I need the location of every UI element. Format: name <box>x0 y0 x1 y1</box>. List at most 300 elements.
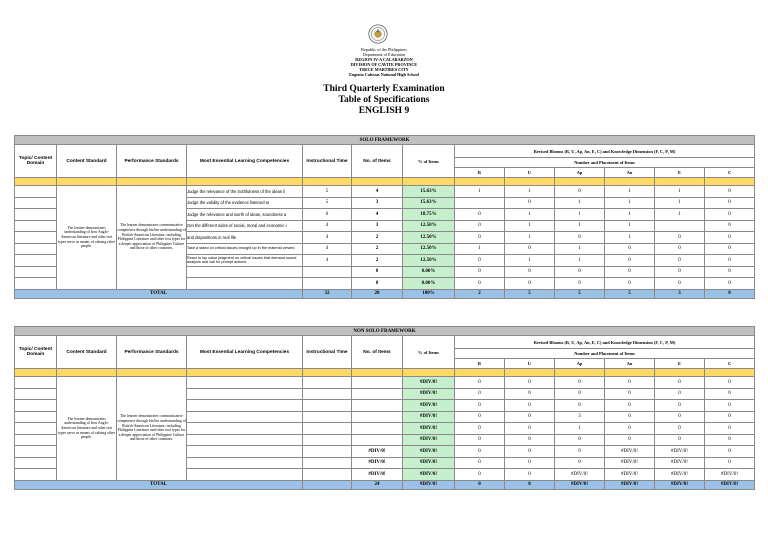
percent-items-cell: #DIV/0! <box>403 411 455 423</box>
placement-cell: 1 <box>655 197 705 209</box>
placement-cell: 0 <box>455 423 505 435</box>
total-percent: 100% <box>403 289 455 298</box>
instructional-time-cell <box>303 278 352 290</box>
no-of-items-cell: 3 <box>352 197 403 209</box>
total-placement-cell: 2 <box>455 289 505 298</box>
instructional-time-cell: 5 <box>303 186 352 198</box>
no-of-items-cell: 4 <box>352 186 403 198</box>
instructional-time-cell <box>303 457 352 469</box>
topic-cell <box>15 411 57 423</box>
spacer-cell <box>117 178 187 186</box>
placement-cell: 0 <box>505 446 555 458</box>
placement-cell: 0 <box>555 377 605 389</box>
melc-cell <box>187 266 303 278</box>
percent-items-cell: 18.75% <box>403 209 455 221</box>
spacer-cell <box>455 178 505 186</box>
spacer-cell <box>57 178 117 186</box>
placement-cell: 0 <box>505 400 555 412</box>
total-row <box>15 289 755 298</box>
melc-cell <box>187 446 303 458</box>
total-label: TOTAL <box>15 480 303 489</box>
performance-standard-header: Performance Standards <box>117 336 187 369</box>
performance-standard-header: Performance Standards <box>117 145 187 178</box>
spacer-cell <box>505 178 555 186</box>
placement-cell: 0 <box>455 278 505 290</box>
placement-cell: 1 <box>505 209 555 221</box>
placement-cell: 0 <box>705 220 755 232</box>
framework-title-row <box>15 327 755 336</box>
placement-cell: 0 <box>505 434 555 446</box>
spacer-cell <box>187 369 303 377</box>
no-of-items-cell <box>352 411 403 423</box>
spacer-cell <box>605 178 655 186</box>
topic-cell <box>15 446 57 458</box>
placement-cell: 0 <box>605 266 655 278</box>
melc-cell: Judge the relevance of the truthfulness of the ideas li <box>187 186 303 198</box>
placement-cell: 0 <box>455 220 505 232</box>
topic-cell <box>15 186 57 198</box>
spacer-cell <box>655 178 705 186</box>
placement-cell: #DIV/0! <box>655 446 705 458</box>
placement-cell: #DIV/0! <box>705 469 755 481</box>
total-placement-cell: #DIV/0! <box>605 480 655 489</box>
total-placement-cell: 0 <box>705 289 755 298</box>
placement-cell: 1 <box>555 209 605 221</box>
level-header-5: C <box>705 359 755 369</box>
spacer-row <box>15 369 755 377</box>
percent-items-header: % of Items <box>403 336 455 369</box>
no-of-items-cell: #DIV/0! <box>352 446 403 458</box>
spacer-cell <box>117 369 187 377</box>
melc-cell <box>187 434 303 446</box>
melc-cell <box>187 400 303 412</box>
total-row <box>15 480 755 489</box>
content-standard-text: The learner demonstrates understanding of how Anglo-American literature and other text types serve as means of valuing other people. <box>57 186 117 290</box>
topic-cell <box>15 243 57 255</box>
percent-items-cell: #DIV/0! <box>403 469 455 481</box>
no-of-items-cell: 4 <box>352 209 403 221</box>
table-row <box>15 186 755 198</box>
placement-cell: 0 <box>655 278 705 290</box>
melc-cell <box>187 278 303 290</box>
instructional-time-cell <box>303 446 352 458</box>
percent-items-cell: #DIV/0! <box>403 377 455 389</box>
header-line: TRECE MARTIRES CITY <box>359 67 409 73</box>
melc-cell: and dispositions in real life <box>187 232 303 244</box>
percent-items-cell: 0.00% <box>403 278 455 290</box>
placement-cell: 1 <box>555 423 605 435</box>
placement-cell: 1 <box>605 197 655 209</box>
placement-cell: 0 <box>705 209 755 221</box>
placement-cell: #DIV/0! <box>655 469 705 481</box>
placement-cell: 0 <box>505 197 555 209</box>
total-placement-cell: #DIV/0! <box>555 480 605 489</box>
total-placement-cell: 3 <box>655 289 705 298</box>
spacer-cell <box>605 369 655 377</box>
instructional-time-cell <box>303 400 352 412</box>
total-items: 24 <box>352 480 403 489</box>
instructional-time-cell: 4 <box>303 255 352 267</box>
spacer-cell <box>403 178 455 186</box>
placement-cell: 0 <box>455 400 505 412</box>
header-line: Department of Education <box>362 52 406 58</box>
placement-cell: 0 <box>505 266 555 278</box>
placement-cell: 0 <box>605 278 655 290</box>
instructional-time-cell <box>303 469 352 481</box>
placement-cell: 0 <box>555 278 605 290</box>
spacer-cell <box>352 178 403 186</box>
melc-header: Most Essential Learning Competencies <box>187 336 303 369</box>
total-percent: #DIV/0! <box>403 480 455 489</box>
percent-items-cell: 15.63% <box>403 197 455 209</box>
total-items: 20 <box>352 289 403 298</box>
column-header-row <box>15 145 755 158</box>
placement-cell: 0 <box>705 446 755 458</box>
no-of-items-cell: 3 <box>352 220 403 232</box>
placement-cell: 0 <box>655 266 705 278</box>
placement-cell: 0 <box>505 423 555 435</box>
placement-cell: 0 <box>655 388 705 400</box>
topic-cell <box>15 266 57 278</box>
placement-cell: 1 <box>605 186 655 198</box>
percent-items-cell: #DIV/0! <box>403 446 455 458</box>
placement-cell: 0 <box>455 469 505 481</box>
spacer-cell <box>455 369 505 377</box>
total-placement-cell: 5 <box>555 289 605 298</box>
placement-cell: 0 <box>555 186 605 198</box>
placement-cell: 1 <box>505 232 555 244</box>
instructional-time-cell: 5 <box>303 197 352 209</box>
placement-cell: 1 <box>655 186 705 198</box>
topic-header: Topic/ Content Domain <box>15 336 57 369</box>
no-of-items-cell <box>352 434 403 446</box>
topic-cell <box>15 400 57 412</box>
spacer-cell <box>15 369 57 377</box>
total-placement-cell: 5 <box>505 289 555 298</box>
placement-cell: 1 <box>505 220 555 232</box>
exam-title: Third Quarterly Examination <box>323 84 445 94</box>
placement-cell: 0 <box>655 232 705 244</box>
placement-cell: 1 <box>555 255 605 267</box>
placement-cell: 0 <box>605 411 655 423</box>
percent-items-cell: 0.00% <box>403 266 455 278</box>
level-header-0: R <box>455 359 505 369</box>
total-label: TOTAL <box>15 289 303 298</box>
no-of-items-cell: 2 <box>352 243 403 255</box>
melc-cell: Judge the validity of the evidence listened to <box>187 197 303 209</box>
performance-standard-text: The learner demonstrates communicative competence through his/her understanding of British-American Literature, including Philippine Literature and other text types for a deeper appreciation of Philippine Culture and those of other countries. <box>117 186 187 290</box>
placement-cell <box>655 220 705 232</box>
topic-header: Topic/ Content Domain <box>15 145 57 178</box>
placement-cell: 1 <box>555 197 605 209</box>
placement-cell: 0 <box>455 411 505 423</box>
spacer-cell <box>655 369 705 377</box>
level-header-5: C <box>705 168 755 178</box>
placement-cell: 0 <box>455 388 505 400</box>
placement-cell: 0 <box>505 411 555 423</box>
placement-cell: 0 <box>705 388 755 400</box>
framework-title: NON SOLO FRAMEWORK <box>15 327 755 336</box>
placement-cell: 0 <box>705 423 755 435</box>
placement-cell: 0 <box>705 411 755 423</box>
level-header-3: An <box>605 359 655 369</box>
placement-cell: 0 <box>655 434 705 446</box>
melc-cell: Take a stand on critical issues brought up in the material viewed <box>187 243 303 255</box>
placement-cell: 0 <box>605 243 655 255</box>
melc-cell: React to lay value judgment on critical issues that demand sound analysis and call for prompt actions <box>187 255 303 267</box>
spacer-cell <box>303 178 352 186</box>
table-row <box>15 377 755 389</box>
performance-standard-text: The learner demonstrates communicative competence through his/her understanding of British-American Literature, including Philippine Literature and other text types for a deeper appreciation of Philippine Culture and those of other countries. <box>117 377 187 481</box>
spacer-cell <box>555 178 605 186</box>
content-standard-header: Content Standard <box>57 145 117 178</box>
topic-cell <box>15 377 57 389</box>
placement-cell: 0 <box>455 266 505 278</box>
document-titles <box>0 84 768 117</box>
melc-cell <box>187 457 303 469</box>
topic-cell <box>15 457 57 469</box>
placement-cell: #DIV/0! <box>605 446 655 458</box>
instructional-time-cell: 6 <box>303 209 352 221</box>
placement-cell: 0 <box>555 446 605 458</box>
spacer-cell <box>57 369 117 377</box>
header-line: Eugenio Cabezas National High School <box>349 72 419 78</box>
level-header-1: U <box>505 168 555 178</box>
melc-cell <box>187 423 303 435</box>
topic-cell <box>15 423 57 435</box>
placement-cell: 0 <box>555 388 605 400</box>
topic-cell <box>15 469 57 481</box>
percent-items-cell: 15.63% <box>403 186 455 198</box>
placement-cell: 1 <box>655 209 705 221</box>
placement-cell: 0 <box>655 411 705 423</box>
placement-cell: 0 <box>605 423 655 435</box>
total-placement-cell: 0 <box>455 480 505 489</box>
instructional-time-cell <box>303 388 352 400</box>
total-placement-cell: #DIV/0! <box>705 480 755 489</box>
percent-items-cell: #DIV/0! <box>403 434 455 446</box>
placement-cell: 1 <box>455 186 505 198</box>
spacer-cell <box>705 178 755 186</box>
topic-cell <box>15 232 57 244</box>
placement-cell: 0 <box>705 400 755 412</box>
level-header-4: E <box>655 359 705 369</box>
instructional-time-cell: 4 <box>303 220 352 232</box>
no-of-items-header: No. of Items <box>352 145 403 178</box>
placement-cell: 0 <box>455 255 505 267</box>
placement-cell: 0 <box>505 243 555 255</box>
placement-cell: 0 <box>705 197 755 209</box>
header-line: REGION IV-A CALABARZON <box>355 57 413 63</box>
instructional-time-cell <box>303 434 352 446</box>
topic-cell <box>15 278 57 290</box>
no-of-items-cell: 2 <box>352 232 403 244</box>
placement-header: Number and Placement of Items <box>455 158 755 168</box>
spacer-cell <box>505 369 555 377</box>
placement-cell: 0 <box>505 388 555 400</box>
no-of-items-cell: #DIV/0! <box>352 469 403 481</box>
instructional-time-cell <box>303 266 352 278</box>
placement-header: Number and Placement of Items <box>455 349 755 359</box>
level-header-1: U <box>505 359 555 369</box>
placement-cell: 0 <box>455 446 505 458</box>
no-of-items-cell <box>352 423 403 435</box>
placement-cell: 0 <box>555 400 605 412</box>
placement-cell: 0 <box>605 434 655 446</box>
spacer-cell <box>555 369 605 377</box>
header-line: Republic of the Philippines <box>361 47 407 52</box>
placement-cell: 0 <box>655 377 705 389</box>
placement-cell: 0 <box>705 457 755 469</box>
placement-cell <box>455 197 505 209</box>
placement-cell: 0 <box>655 255 705 267</box>
percent-items-cell: 12.50% <box>403 243 455 255</box>
total-time <box>303 480 352 489</box>
nonsolo-framework-table <box>14 326 755 490</box>
percent-items-cell: 12.50% <box>403 255 455 267</box>
topic-cell <box>15 388 57 400</box>
level-header-0: R <box>455 168 505 178</box>
framework-title-row <box>15 136 755 145</box>
instructional-time-cell: 4 <box>303 243 352 255</box>
tos-title: Table of Specifications <box>338 95 430 105</box>
topic-cell <box>15 434 57 446</box>
subject-title: ENGLISH 9 <box>358 106 410 116</box>
framework-title: SOLO FRAMEWORK <box>15 136 755 145</box>
level-header-3: An <box>605 168 655 178</box>
placement-cell: 0 <box>605 400 655 412</box>
placement-cell: 3 <box>555 411 605 423</box>
instructional-time-header: Instructional Time <box>303 145 352 178</box>
melc-cell: Get the different sides of social, moral and economic i <box>187 220 303 232</box>
school-address-block <box>0 47 768 78</box>
instructional-time-cell <box>303 411 352 423</box>
spacer-cell <box>705 369 755 377</box>
placement-cell: 0 <box>455 457 505 469</box>
placement-cell: 1 <box>505 255 555 267</box>
placement-cell: #DIV/0! <box>555 469 605 481</box>
placement-cell: 1 <box>605 209 655 221</box>
placement-cell: 0 <box>655 400 705 412</box>
placement-cell: 1 <box>555 220 605 232</box>
melc-cell <box>187 411 303 423</box>
level-header-2: Ap <box>555 359 605 369</box>
placement-cell: 0 <box>555 434 605 446</box>
deped-seal-icon <box>368 24 388 44</box>
no-of-items-cell: 0 <box>352 266 403 278</box>
placement-cell: 0 <box>455 232 505 244</box>
placement-cell: 0 <box>505 457 555 469</box>
percent-items-header: % of Items <box>403 145 455 178</box>
placement-cell: 0 <box>705 377 755 389</box>
placement-cell: 1 <box>455 243 505 255</box>
placement-cell: 0 <box>505 469 555 481</box>
placement-cell: 0 <box>455 377 505 389</box>
placement-cell: 0 <box>705 266 755 278</box>
placement-cell: #DIV/0! <box>605 457 655 469</box>
percent-items-cell: #DIV/0! <box>403 388 455 400</box>
placement-cell: 0 <box>655 243 705 255</box>
total-placement-cell: 0 <box>505 480 555 489</box>
placement-cell: 0 <box>705 255 755 267</box>
level-header-2: Ap <box>555 168 605 178</box>
placement-cell: 0 <box>605 255 655 267</box>
placement-cell: 1 <box>605 220 655 232</box>
placement-cell: 0 <box>505 278 555 290</box>
instructional-time-cell: 4 <box>303 232 352 244</box>
instructional-time-cell <box>303 423 352 435</box>
placement-cell: 1 <box>605 232 655 244</box>
no-of-items-cell <box>352 400 403 412</box>
spacer-cell <box>352 369 403 377</box>
placement-cell: 0 <box>455 434 505 446</box>
percent-items-cell: #DIV/0! <box>403 400 455 412</box>
placement-cell: 0 <box>655 423 705 435</box>
instructional-time-header: Instructional Time <box>303 336 352 369</box>
spacer-cell <box>15 178 57 186</box>
spacer-cell <box>187 178 303 186</box>
header-line: DIVISION OF CAVITE PROVINCE <box>350 62 418 68</box>
content-standard-text: The learner demonstrates understanding of how Anglo-American literature and other text types serve as means of valuing other people. <box>57 377 117 481</box>
no-of-items-cell <box>352 388 403 400</box>
placement-cell: #DIV/0! <box>655 457 705 469</box>
spacer-cell <box>303 369 352 377</box>
instructional-time-cell <box>303 377 352 389</box>
placement-cell: 0 <box>705 278 755 290</box>
column-header-row <box>15 336 755 349</box>
placement-cell: 1 <box>555 243 605 255</box>
placement-cell: 1 <box>505 186 555 198</box>
no-of-items-cell: 2 <box>352 255 403 267</box>
placement-cell: 0 <box>605 377 655 389</box>
placement-cell: 0 <box>705 232 755 244</box>
placement-cell: 0 <box>705 186 755 198</box>
placement-cell: 0 <box>555 457 605 469</box>
placement-cell: 0 <box>455 209 505 221</box>
percent-items-cell: #DIV/0! <box>403 423 455 435</box>
no-of-items-header: No. of Items <box>352 336 403 369</box>
placement-cell: 0 <box>605 388 655 400</box>
placement-cell: #DIV/0! <box>605 469 655 481</box>
spacer-row <box>15 178 755 186</box>
melc-cell: Judge the relevance and worth of ideas, soundness a <box>187 209 303 221</box>
no-of-items-cell: #DIV/0! <box>352 457 403 469</box>
total-time: 32 <box>303 289 352 298</box>
placement-cell: 0 <box>505 377 555 389</box>
topic-cell <box>15 209 57 221</box>
topic-cell <box>15 220 57 232</box>
placement-cell: 0 <box>705 243 755 255</box>
percent-items-cell: #DIV/0! <box>403 457 455 469</box>
no-of-items-cell: 0 <box>352 278 403 290</box>
melc-cell <box>187 469 303 481</box>
content-standard-header: Content Standard <box>57 336 117 369</box>
bloom-header: Revised Blooms (R, U, Ap, An, E, C) and Knowledge Dimension (F, C, P, M) <box>455 145 755 158</box>
melc-cell <box>187 388 303 400</box>
melc-header: Most Essential Learning Competencies <box>187 145 303 178</box>
percent-items-cell: 12.50% <box>403 232 455 244</box>
bloom-header: Revised Blooms (R, U, Ap, An, E, C) and Knowledge Dimension (F, C, P, M) <box>455 336 755 349</box>
melc-cell <box>187 377 303 389</box>
placement-cell: 0 <box>555 266 605 278</box>
level-header-4: E <box>655 168 705 178</box>
no-of-items-cell <box>352 377 403 389</box>
spacer-cell <box>403 369 455 377</box>
topic-cell <box>15 197 57 209</box>
placement-cell: 0 <box>555 232 605 244</box>
total-placement-cell: 5 <box>605 289 655 298</box>
placement-cell: 0 <box>705 434 755 446</box>
